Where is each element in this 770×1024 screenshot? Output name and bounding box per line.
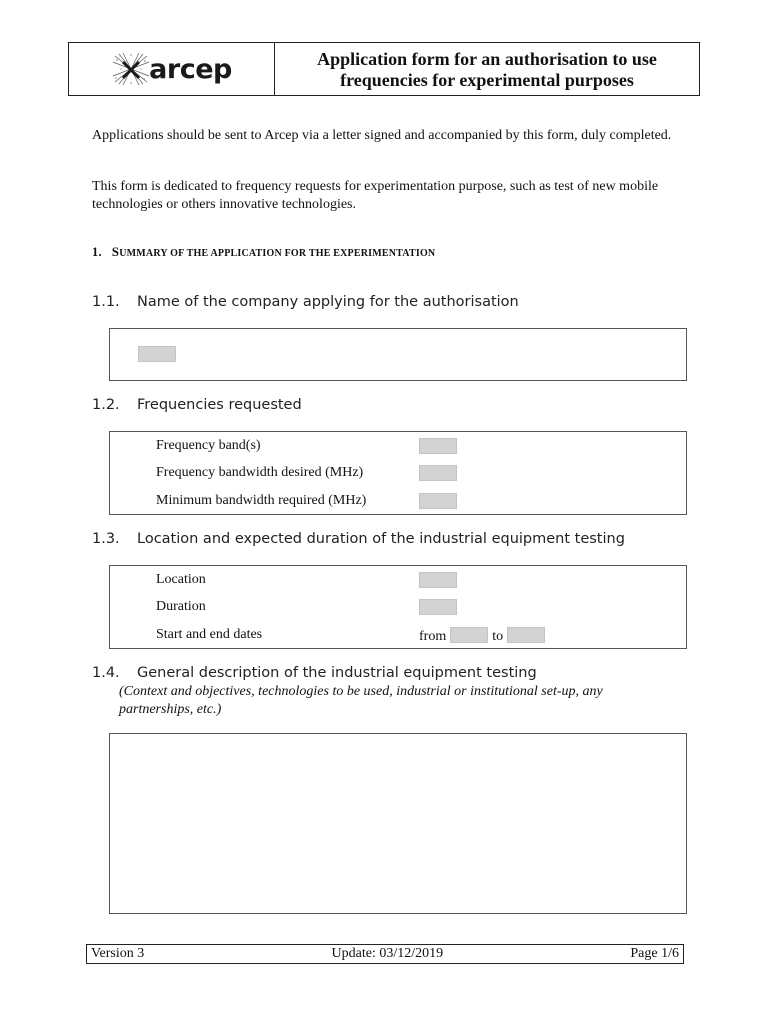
section-1-number: 1. [92,245,102,259]
to-label: to [492,629,504,644]
subsection-1-4-title: General description of the industrial equipment testing [137,665,537,681]
subsection-1-2-title: Frequencies requested [137,397,302,413]
arcep-logo [111,52,232,86]
start-date-field[interactable] [450,627,488,643]
location-field[interactable] [419,572,457,588]
section-1-heading [92,244,435,260]
date-range [419,627,549,645]
footer-page-number: Page 1/6 [630,946,679,961]
frequency-band-field[interactable] [419,438,457,454]
form-title-line2: frequencies for experimental purposes [340,70,634,90]
subsection-1-3-title: Location and expected duration of the industrial equipment testing [137,531,625,547]
general-description-textarea[interactable] [109,733,687,914]
minimum-bandwidth-label: Minimum bandwidth required (MHz) [156,493,367,508]
bandwidth-desired-label: Frequency bandwidth desired (MHz) [156,465,364,480]
subsection-1-1-heading [92,294,519,310]
company-name-field[interactable] [138,346,176,362]
form-title-line1: Application form for an authorisation to use [317,49,657,69]
location-duration-box [109,565,687,649]
subsection-1-3-heading [92,531,625,547]
arcep-logo-text: arcep [149,53,232,85]
minimum-bandwidth-field[interactable] [419,493,457,509]
intro-paragraph-1: Applications should be sent to Arcep via a letter signed and accompanied by this form, duly completed. [92,128,672,143]
subsection-1-3-number: 1.3. [92,531,120,547]
company-name-box [109,328,687,381]
duration-field[interactable] [419,599,457,615]
logo-cell [69,43,275,95]
location-label: Location [156,572,206,587]
arcep-logo-mark-icon [111,52,151,86]
intro-paragraph-2: This form is dedicated to frequency requests for experimentation purpose, such as test of new mobile technologies or others innovative technologies. [92,179,659,212]
subsection-1-4-note: (Context and objectives, technologies to be used, industrial or institutional set-up, any partnerships, etc.) [119,684,603,717]
from-label: from [419,629,447,644]
subsection-1-4-heading [92,665,537,681]
footer-version: Version 3 [91,946,145,961]
subsection-1-2-heading [92,397,302,413]
section-1-title: UMMARY OF THE APPLICATION FOR THE EXPERIMENTATION [119,248,436,259]
frequencies-box [109,431,687,515]
subsection-1-1-title: Name of the company applying for the authorisation [137,294,519,310]
subsection-1-2-number: 1.2. [92,397,120,413]
end-date-field[interactable] [507,627,545,643]
subsection-1-1-number: 1.1. [92,294,120,310]
document-header [68,42,700,96]
start-end-dates-label: Start and end dates [156,627,263,642]
duration-label: Duration [156,599,206,614]
bandwidth-desired-field[interactable] [419,465,457,481]
footer-update: Update: 03/12/2019 [331,946,444,961]
section-1-first-letter: S [111,244,120,259]
frequency-band-label: Frequency band(s) [156,438,261,453]
form-title [275,43,699,95]
page-footer [86,944,684,964]
subsection-1-4-number: 1.4. [92,665,120,681]
